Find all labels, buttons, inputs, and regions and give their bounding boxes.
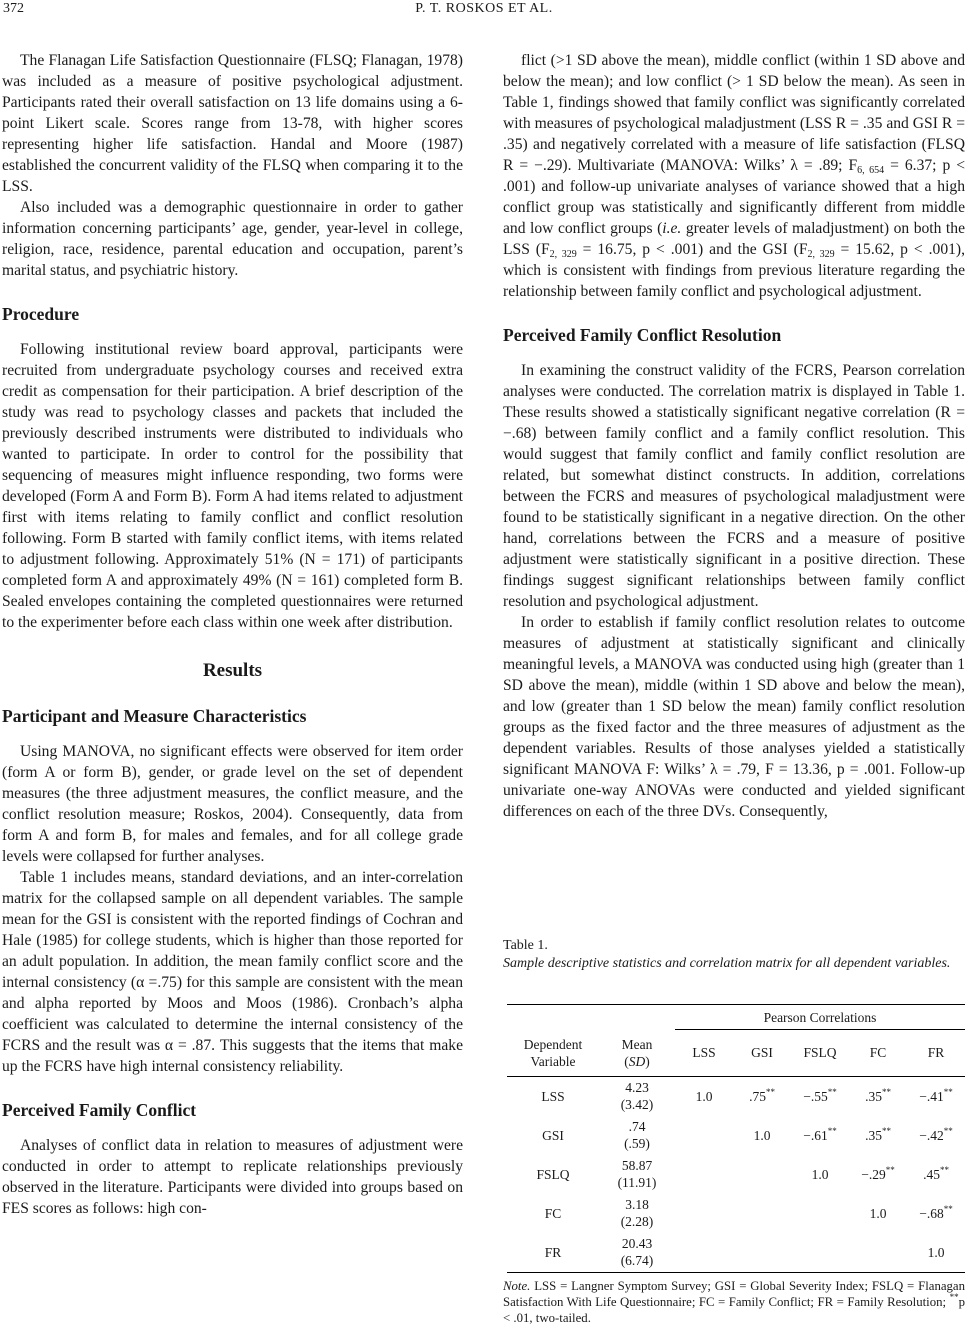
correlation-cell: −.41** [919,1086,953,1104]
table-caption [503,937,965,973]
table-note: Note. LSS = Langner Symptom Survey; GSI = Global Severity Index; FSLQ = Flanagan Satisfaction With Life Questionnaire; FC = Family Conflict; FR = Family Resolution; **p < .01, two-tailed. [503,1279,965,1325]
correlation-cell: .35** [865,1086,891,1104]
table-row [507,1233,965,1273]
table-span-header-row [507,1005,965,1030]
col-header-gsi: GSI [733,1030,791,1077]
table-row [507,1155,965,1194]
row-label: GSI [542,1127,564,1143]
correlation-cell [791,1233,849,1273]
paragraph-construct-validity: In examining the construct validity of the FCRS, Pearson correlation analyses were conducted. The correlation matrix is displayed in Table 1. These results showed a statistically significant negative correlation (R = −.68) between family conflict and a family conflict resolution. This would suggest that family conflict and family conflict resolution are related, but somewhat distinct constructs. In addition, correlations between the FCRS and measures of psychological maladjustment were found to be statistically significant in a negative direction. On the other hand, correlations between the FCRS and a measure of positive adjustment were statistically significant in a positive direction. These findings suggest significant relationships between family conflict resolution and psychological adjustment. [503,362,965,610]
row-mean-sd: 4.23 (3.42) [620,1080,654,1112]
correlation-cell [733,1233,791,1273]
col-header-fslq: FSLQ [791,1030,849,1077]
paragraph-manova-resolution: In order to establish if family conflict resolution relates to outcome measures of adjustment at statistically significant and clinically meaningful levels, a MANOVA was conducted using high (greater than 1 SD above the mean), middle (within 1 SD above and below the mean), and low (greater than 1 SD below the mean) family conflict resolution groups as the fixed factor and the three measures of adjustment as the dependent variables. Results of those analyses yielded a statistically significant MANOVA F: Wilks’ λ = .79, F = 13.36, p = .001. Follow-up univariate one-way ANOVAs were conducted and yielded significant differences on each of the three DVs. Consequently, [503,614,965,820]
correlation-cell: −.61** [803,1125,837,1143]
correlation-cell: −.55** [803,1086,837,1104]
correlation-cell [791,1194,849,1233]
heading-results: Results [202,660,263,681]
paragraph-procedure: Following institutional review board approval, participants were recruited from undergraduate psychology courses and received extra credit as compensation for their participation. A brief description of the study was read to psychology classes and packets that included the previously described instruments were distributed to individuals who wanted to participate. In order to control for the possibility that sequencing of measures might influence responding, two forms were developed (Form A and Form B). Form A had items related to adjustment first with items relating to family conflict and conflict resolution following. Form B started with family conflict items, with items related to adjustment following. Approximately 51% (N = 171) of participants completed form A and approximately 49% (N = 161) completed form B. Sealed envelopes containing the completed questionnaires were returned to the experimenter before each class within one week after distribution. [2,341,463,631]
correlation-cell: 1.0 [907,1233,965,1273]
row-label: FR [507,1233,599,1273]
correlation-cell [849,1233,907,1273]
heading-perceived-family-conflict: Perceived Family Conflict [2,1100,197,1120]
heading-procedure: Procedure [2,304,80,324]
correlation-cell: .35** [865,1125,891,1143]
mean-header: Mean (SD) [599,1030,675,1077]
pearson-correlations-header: Pearson Correlations [675,1005,965,1030]
paragraph-manova-effects: Using MANOVA, no significant effects were observed for item order (form A or form B), gender, or grade level on the set of dependent measures (the three adjustment measures, the conflict measure, and the conflict resolution measure; Roskos, 2004). Consequently, data from form A and form B, for males and females, and for all college grade levels were collapsed for further analyses. [2,743,463,865]
correlation-cell: .45** [923,1164,949,1182]
correlation-cell: .75** [749,1086,775,1104]
paragraph-flsq: The Flanagan Life Satisfaction Questionnaire (FLSQ; Flanagan, 1978) was included as a measure of positive psychological adjustment. Participants rated their overall satisfaction on 13 life domains using a 6-point Likert scale. Scores range from 13-78, with higher scores representing higher life satisfaction. Handal and Moore (1987) established the concurrent validity of the FLSQ when comparing it to the LSS. [2,52,463,195]
table-title: Sample descriptive statistics and correlation matrix for all dependent variables. [503,956,951,971]
correlation-table [507,1004,965,1273]
left-column [2,50,463,1219]
correlation-cell: 1.0 [753,1127,771,1143]
running-head: P. T. ROSKOS ET AL. [415,1,553,16]
correlation-cell [675,1155,733,1194]
table-row [507,1076,965,1116]
page-number: 372 [3,1,24,16]
col-header-lss: LSS [675,1030,733,1077]
correlation-cell [733,1155,791,1194]
heading-participant-characteristics: Participant and Measure Characteristics [2,706,307,726]
correlation-cell [733,1194,791,1233]
paragraph-demographic: Also included was a demographic questionnaire in order to gather information concerning participants’ age, gender, year-level in college, religion, race, residence, parental education and occupation, parent’s marital status, and psychiatric history. [2,199,463,279]
row-mean-sd: 3.18 (2.28) [620,1197,654,1229]
col-header-fr: FR [907,1030,965,1077]
correlation-cell: −.68** [919,1203,953,1221]
correlation-cell: 1.0 [695,1088,713,1104]
table-header-row [507,1030,965,1077]
row-mean-sd: 20.43 (6.74) [599,1233,675,1273]
col-header-fc: FC [849,1030,907,1077]
correlation-cell [675,1116,733,1155]
paragraph-conflict-groups: flict (>1 SD above the mean), middle conflict (within 1 SD above and below the mean); and low conflict (> 1 SD below the mean). As seen in Table 1, findings showed that family conflict was significantly correlated with measures of psychological maladjustment (LSS R = .35 and GSI R = .35) and negatively correlated with a measure of life satisfaction (FLSQ R = −.29). Multivariate (MANOVA: Wilks’ λ = .89; $F_{6, 654} = 6.37$; p < .001) and follow-up univariate analyses of variance showed that a high conflict group was statistically and significantly different from middle and low conflict groups (i.e. greater levels of maladjustment) on both the LSS ($F_{2, 329} = 16.75$, p < .001) and the GSI ($F_{2, 329} = 15.62$, p < .001), which is consistent with findings from previous literature regarding the relationship between family conflict and psychological adjustment. [503,52,966,300]
correlation-cell [675,1233,733,1273]
row-mean-sd: .74 (.59) [624,1119,650,1151]
table-row [507,1116,965,1155]
table-number: Table 1. [503,938,548,953]
correlation-cell [675,1194,733,1233]
page-header [0,0,968,24]
dependent-variable-header: Dependent Variable [507,1030,599,1077]
correlation-cell: 1.0 [869,1205,887,1221]
table-row [507,1194,965,1233]
paragraph-table-description: Table 1 includes means, standard deviations, and an inter-correlation matrix for the collapsed sample on all dependent variables. The sample mean for the GSI is consistent with the reported findings of Cochran and Hale (1985) for college students, which is higher than those reported for an adult population. In addition, the mean family conflict score and the internal consistency (α =.75) for this sample are consistent with the mean and alpha reported by Moos and Moos (1986). Cronbach’s alpha coefficient was calculated to determine the internal consistency of the FCRS and the result was α = .87. This suggests that the items that make up the FCRS have high internal consistency reliability. [2,869,463,1075]
correlation-cell: −.42** [919,1125,953,1143]
right-column [503,50,965,822]
row-mean-sd: 58.87 (11.91) [617,1158,657,1190]
correlation-cell: −.29** [861,1164,895,1182]
correlation-cell: 1.0 [811,1166,829,1182]
row-label: FSLQ [536,1166,570,1182]
paragraph-conflict-analyses: Analyses of conflict data in relation to measures of adjustment were conducted in order to attempt to replicate relationships previously observed in the literature. Participants were divided into groups based on FES scores as follows: high con- [2,1137,463,1217]
row-label: FC [544,1205,562,1221]
heading-conflict-resolution: Perceived Family Conflict Resolution [503,325,782,345]
row-label: LSS [541,1088,565,1104]
